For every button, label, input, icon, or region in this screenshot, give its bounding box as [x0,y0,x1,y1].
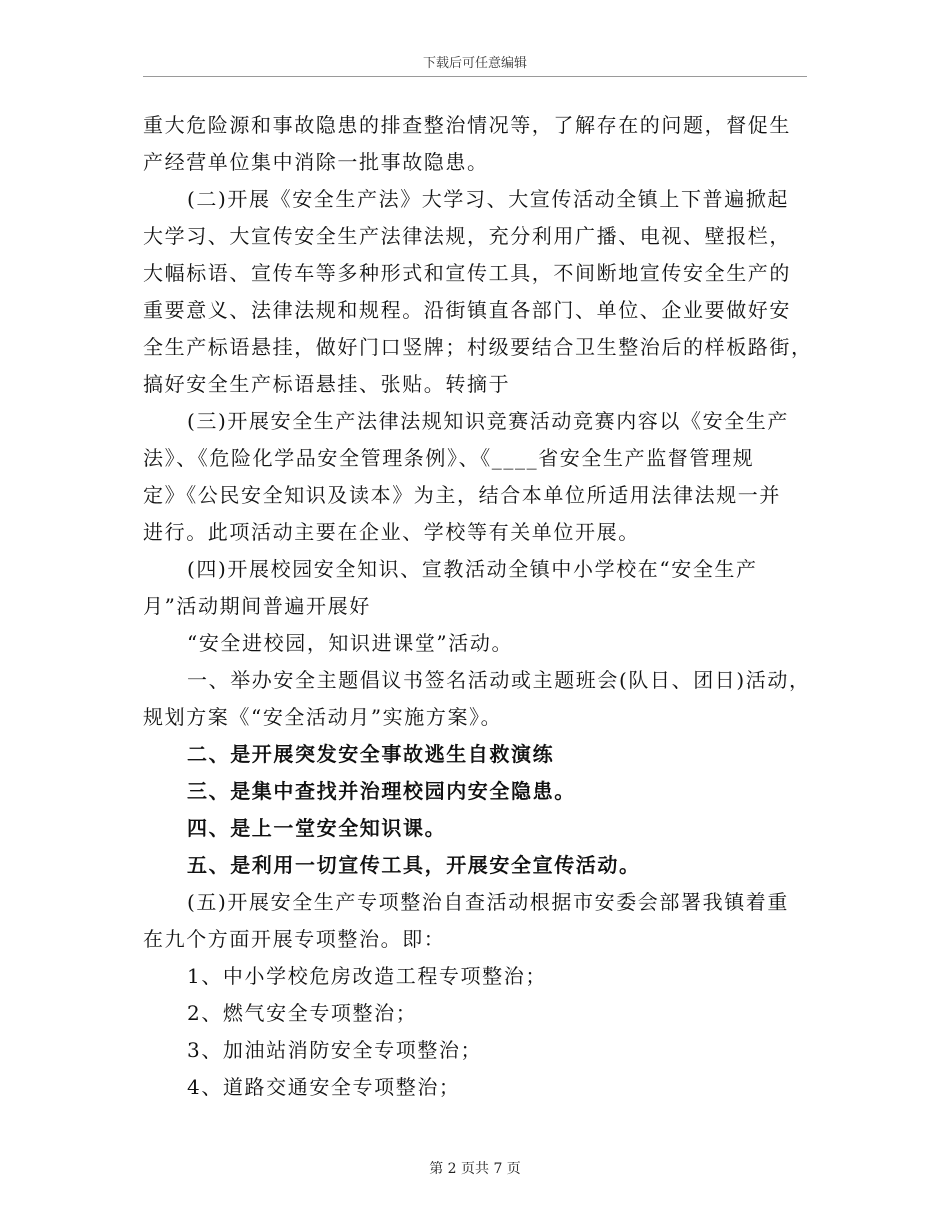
document-body [143,107,813,1106]
list-item: 2、燃气安全专项整治； [187,1001,418,1025]
list-item: 4、道路交通安全专项整治； [187,1075,461,1099]
header-divider [143,76,807,77]
paragraph-line: 定》《公民安全知识及读本》为主，结合本单位所适用法律法规一并 [143,483,781,507]
paragraph-line: (五)开展安全生产专项整治自查活动根据市安委会部署我镇着重 [187,890,790,914]
list-item: 1、中小学校危房改造工程专项整治； [187,964,547,988]
paragraph-line: 产经营单位集中消除一批事故隐患。 [143,150,489,174]
paragraph-line: 全生产标语悬挂，做好门口竖牌；村级要结合卫生整治后的样板路街， [143,335,813,359]
paragraph-line: 规划方案《“安全活动月”实施方案》。 [143,705,503,729]
paragraph-line: 大学习、大宣传安全生产法律法规，充分利用广播、电视、壁报栏， [143,224,791,248]
paragraph-line: 五、是利用一切宣传工具，开展安全宣传活动。 [187,853,641,877]
paragraph-line: 二、是开展突发安全事故逃生自救演练 [187,742,555,766]
paragraph-line: 搞好安全生产标语悬挂、张贴。转摘于 [143,372,511,396]
page-header: 下载后可任意编辑 [422,56,527,71]
paragraph-line: 大幅标语、宣传车等多种形式和宣传工具，不间断地宣传安全生产的 [143,261,791,285]
paragraph-line: 重要意义、法律法规和规程。沿街镇直各部门、单位、企业要做好安 [143,298,791,322]
paragraph-line: “安全进校园，知识进课堂”活动。 [187,631,514,655]
paragraph-line: 一、举办安全主题倡议书签名活动或主题班会(队日、团日)活动， [187,668,811,692]
list-item: 3、加油站消防安全专项整治； [187,1038,483,1062]
paragraph-line: 法》、《危险化学品安全管理条例》、《____省安全生产监督管理规 [143,446,755,470]
paragraph-line: (四)开展校园安全知识、宣教活动全镇中小学校在“安全生产 [187,557,758,581]
paragraph-line: 月”活动期间普遍开展好 [143,594,371,618]
paragraph-line: 三、是集中查找并治理校园内安全隐患。 [187,779,576,803]
paragraph-line: 进行。此项活动主要在企业、学校等有关单位开展。 [143,520,640,544]
paragraph-line: (二)开展《安全生产法》大学习、大宣传活动全镇上下普遍掀起 [187,187,790,211]
paragraph-line: 重大危险源和事故隐患的排查整治情况等，了解存在的问题，督促生 [143,113,791,137]
page-number: 第 2 页共 7 页 [429,1161,521,1177]
paragraph-line: 四、是上一堂安全知识课。 [187,816,447,840]
paragraph-line: (三)开展安全生产法律法规知识竞赛活动竞赛内容以《安全生产 [187,409,790,433]
paragraph-line: 在九个方面开展专项整治。即： [143,927,446,951]
